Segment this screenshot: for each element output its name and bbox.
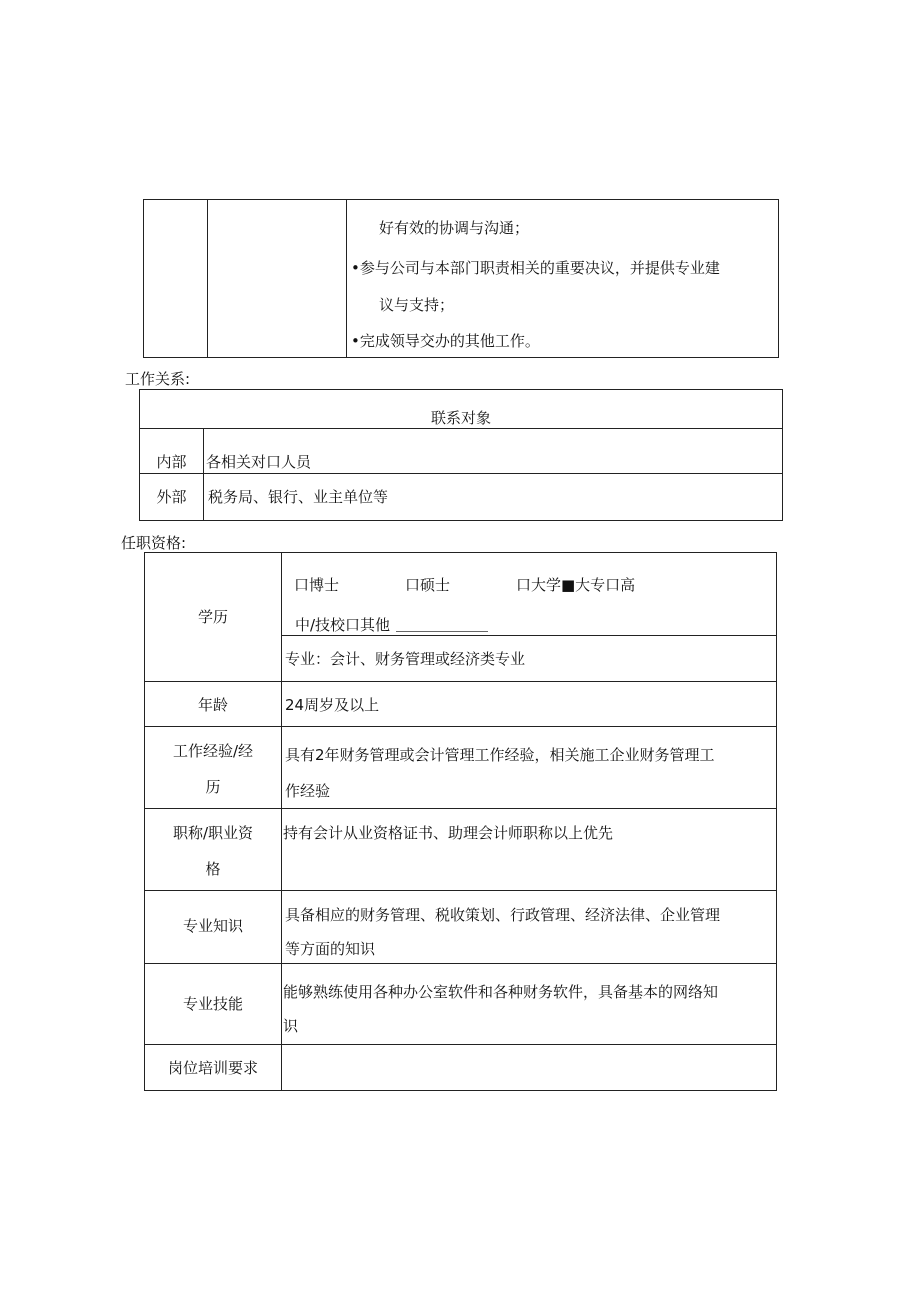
skills-value-line1: 能够熟练使用各种办公室软件和各种财务软件，具备基本的网络知 [283,983,719,1001]
experience-value-cell [281,726,777,809]
skills-value-cell [281,963,777,1045]
education-option-master: 口硕士 [405,576,451,594]
certification-value-cell [281,808,777,891]
education-options-line2 [295,615,488,635]
relations-internal-label: 内部 [156,453,187,471]
certification-value: 持有会计从业资格证书、助理会计师职称以上优先 [283,824,614,842]
knowledge-label: 专业知识 [182,917,243,935]
age-value: 24周岁及以上 [285,696,380,714]
relations-heading: 工作关系: [125,370,191,388]
knowledge-value-line2: 等方面的知识 [285,940,376,958]
education-other-blank [396,617,488,632]
duties-line: 好有效的协调与沟通； [379,219,530,237]
training-value-cell [281,1044,777,1091]
education-major: 专业：会计、财务管理或经济类专业 [285,650,526,668]
certification-label-line1: 职称/职业资 [172,824,254,842]
education-label: 学历 [197,608,228,626]
relations-external-value: 税务局、银行、业主单位等 [208,488,389,506]
relations-external-label: 外部 [156,488,187,506]
skills-label: 专业技能 [182,995,243,1013]
certification-label-line2: 格 [205,860,221,878]
relations-header: 联系对象 [430,409,491,427]
training-label: 岗位培训要求 [167,1059,258,1077]
duties-col-1 [143,199,208,358]
experience-value-line2: 作经验 [285,782,331,800]
duties-line: 议与支持； [379,296,455,314]
experience-value-line1: 具有2年财务管理或会计管理工作经验，相关施工企业财务管理工 [285,746,715,764]
qualifications-heading: 任职资格: [121,534,187,552]
duties-col-2 [207,199,347,358]
relations-internal-value: 各相关对口人员 [206,453,312,471]
duties-line: •完成领导交办的其他工作。 [351,332,540,350]
duties-line: •参与公司与本部门职责相关的重要决议，并提供专业建 [351,259,720,277]
experience-label-line1: 工作经验/经 [172,742,254,760]
skills-value-line2: 识 [283,1017,299,1035]
education-option-other: 中/技校口其他 [295,616,391,634]
experience-label-line2: 历 [205,778,221,796]
knowledge-value-line1: 具备相应的财务管理、税收策划、行政管理、经济法律、企业管理 [285,906,721,924]
education-option-bachelor: 口大学■大专口高 [516,576,636,594]
education-option-phd: 口博士 [294,576,340,594]
age-label: 年龄 [197,696,228,714]
